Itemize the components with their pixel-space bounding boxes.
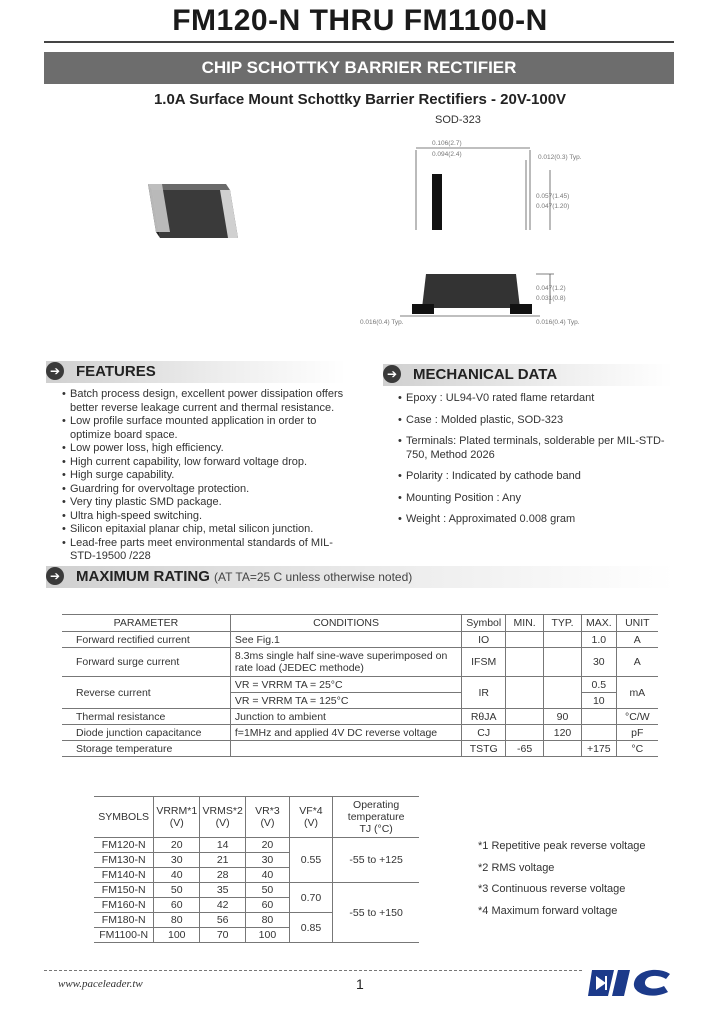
- cell-conditions: See Fig.1: [230, 632, 461, 648]
- header-vr-label: VR*3: [255, 805, 280, 817]
- header-vf-unit: (V): [303, 817, 318, 829]
- cell-vf: 0.55: [289, 838, 333, 883]
- mechanical-title: MECHANICAL DATA: [413, 366, 558, 383]
- cell-vf: 0.85: [289, 913, 333, 943]
- cell-parameter: Diode junction capacitance: [62, 725, 230, 741]
- cell-min: [506, 709, 544, 725]
- mechanical-item: • Weight : Approximated 0.008 gram: [398, 513, 683, 527]
- features-title: FEATURES: [76, 363, 156, 380]
- cell-part: FM140-N: [94, 868, 154, 883]
- cell-max: +175: [581, 741, 616, 757]
- max-rating-title: [46, 566, 674, 588]
- cell-typ: [544, 648, 582, 677]
- cell-conditions: Junction to ambient: [230, 709, 461, 725]
- cell-parameter: Forward rectified current: [62, 632, 230, 648]
- cell-max: 30: [581, 648, 616, 677]
- cell-symbol: IFSM: [462, 648, 506, 677]
- header-vr: [246, 797, 290, 838]
- package-body-side: [422, 274, 520, 308]
- right-terminal: [510, 304, 532, 314]
- arrow-circle-icon: ➔: [46, 567, 64, 585]
- mechanical-list: [398, 392, 683, 535]
- cell-vrrm: 50: [154, 883, 200, 898]
- cell-max: [581, 725, 616, 741]
- feature-item: • Low power loss, high efficiency.: [62, 442, 344, 456]
- header-symbol: Symbol: [462, 615, 506, 632]
- feature-item: • Silicon epitaxial planar chip, metal silicon junction.: [62, 523, 344, 537]
- dim-pad-right: 0.016(0.4) Typ.: [536, 319, 580, 326]
- package-label: SOD-323: [435, 114, 481, 126]
- mechanical-item: • Terminals: Plated terminals, solderable per MIL-STD-750, Method 2026: [398, 435, 683, 462]
- cathode-band: [432, 174, 442, 230]
- header-unit: UNIT: [616, 615, 658, 632]
- max-rating-header: [46, 566, 674, 588]
- cell-typ: 90: [544, 709, 582, 725]
- cell-vrms: 28: [200, 868, 246, 883]
- mechanical-item: • Case : Molded plastic, SOD-323: [398, 414, 683, 428]
- note-4: *4 Maximum forward voltage: [478, 905, 618, 917]
- cell-vr: 100: [246, 928, 290, 943]
- dim-side-height: 0.047(1.2): [536, 285, 566, 292]
- note-3: *3 Continuous reverse voltage: [478, 883, 626, 895]
- cell-symbol: TSTG: [462, 741, 506, 757]
- cell-parameter: Thermal resistance: [62, 709, 230, 725]
- cell-typ: [544, 632, 582, 648]
- cell-conditions: f=1MHz and applied 4V DC reverse voltage: [230, 725, 461, 741]
- cell-vr: 40: [246, 868, 290, 883]
- header-vrms: [200, 797, 246, 838]
- header-vf-label: VF*4: [299, 805, 323, 817]
- header-vrrm: [154, 797, 200, 838]
- cell-vrrm: 100: [154, 928, 200, 943]
- header-parameter: PARAMETER: [62, 615, 230, 632]
- table-row: [62, 725, 658, 741]
- cell-min: [506, 648, 544, 677]
- product-banner: CHIP SCHOTTKY BARRIER RECTIFIER: [44, 52, 674, 84]
- cell-conditions: 8.3ms single half sine-wave superimposed on rate load (JEDEC methode): [230, 648, 461, 677]
- cell-min: [506, 677, 544, 709]
- table-header-row: [94, 797, 419, 838]
- header-vrms-unit: (V): [215, 817, 230, 829]
- cell-symbol: RθJA: [462, 709, 506, 725]
- product-photo: [130, 176, 250, 254]
- feature-item: • Lead-free parts meet environmental standards of MIL-STD-19500 /228: [62, 537, 344, 564]
- header-vf: [289, 797, 333, 838]
- feature-item: • Very tiny plastic SMD package.: [62, 496, 344, 510]
- cell-temp: -55 to +150: [333, 883, 419, 943]
- table-row: [94, 883, 419, 898]
- cell-vr: 60: [246, 898, 290, 913]
- feature-item: • High surge capability.: [62, 469, 344, 483]
- footer-rule: [44, 970, 584, 971]
- cell-part: FM120-N: [94, 838, 154, 853]
- cell-typ: [544, 677, 582, 709]
- product-subtitle: 1.0A Surface Mount Schottky Barrier Rectifiers - 20V-100V: [153, 91, 567, 108]
- cell-conditions: VR = VRRM TA = 25°C: [230, 677, 461, 693]
- dim-body-height-min: 0.047(1.20): [536, 203, 570, 210]
- cell-vrms: 56: [200, 913, 246, 928]
- cell-symbol: CJ: [462, 725, 506, 741]
- note-2: *2 RMS voltage: [478, 862, 555, 874]
- table-row: [62, 648, 658, 677]
- table-row: [62, 741, 658, 757]
- cell-symbol: IR: [462, 677, 506, 709]
- cell-temp: -55 to +125: [333, 838, 419, 883]
- feature-item: • High current capability, low forward voltage drop.: [62, 456, 344, 470]
- header-vr-unit: (V): [260, 817, 275, 829]
- arrow-circle-icon: ➔: [46, 362, 64, 380]
- feature-item: • Ultra high-speed switching.: [62, 510, 344, 524]
- cell-max: 10: [581, 693, 616, 709]
- cell-conditions: [230, 741, 461, 757]
- cell-min: [506, 632, 544, 648]
- cell-parameter: Storage temperature: [62, 741, 230, 757]
- dim-top-width: 0.106(2.7): [432, 140, 462, 147]
- cell-vrrm: 30: [154, 853, 200, 868]
- cell-vrrm: 80: [154, 913, 200, 928]
- pic-logo-mark: [588, 964, 674, 1000]
- cell-vr: 80: [246, 913, 290, 928]
- cell-vrrm: 60: [154, 898, 200, 913]
- mechanical-header: [383, 364, 673, 386]
- cell-vrrm: 20: [154, 838, 200, 853]
- header-temp-unit: TJ (°C): [359, 823, 393, 835]
- cell-unit: °C/W: [616, 709, 658, 725]
- cell-unit: A: [616, 632, 658, 648]
- cell-vrms: 35: [200, 883, 246, 898]
- dim-side-height-min: 0.031(0.8): [536, 295, 566, 302]
- cell-unit: A: [616, 648, 658, 677]
- dim-pad-left: 0.016(0.4) Typ.: [360, 319, 404, 326]
- cell-part: FM150-N: [94, 883, 154, 898]
- header-symbols: SYMBOLS: [94, 797, 154, 838]
- cell-unit: pF: [616, 725, 658, 741]
- logo-text: PiC: [588, 964, 590, 965]
- dim-top-width-min: 0.094(2.4): [432, 151, 462, 158]
- header-typ: TYP.: [544, 615, 582, 632]
- cell-max: [581, 709, 616, 725]
- mechanical-item: • Polarity : Indicated by cathode band: [398, 470, 683, 484]
- table-row: [94, 838, 419, 853]
- cell-vr: 20: [246, 838, 290, 853]
- cell-part: FM180-N: [94, 913, 154, 928]
- cell-conditions: VR = VRRM TA = 125°C: [230, 693, 461, 709]
- cell-parameter: Reverse current: [62, 677, 230, 709]
- table-row: [62, 632, 658, 648]
- cell-vrms: 21: [200, 853, 246, 868]
- header-temp: [333, 797, 419, 838]
- mechanical-item: • Mounting Position : Any: [398, 492, 683, 506]
- cell-max: 1.0: [581, 632, 616, 648]
- cell-max: 0.5: [581, 677, 616, 693]
- symbols-table: [94, 796, 419, 943]
- cell-vrms: 14: [200, 838, 246, 853]
- cell-vr: 50: [246, 883, 290, 898]
- features-list: [62, 388, 344, 564]
- dim-lead-width: 0.012(0.3) Typ.: [538, 154, 582, 161]
- header-conditions: CONDITIONS: [230, 615, 461, 632]
- header-temp-label: Operating temperature: [347, 799, 405, 823]
- max-rating-label: MAXIMUM RATING: [76, 568, 210, 585]
- document-title: FM120-N THRU FM1100-N: [172, 4, 548, 37]
- cell-vrms: 42: [200, 898, 246, 913]
- header-vrrm-unit: (V): [169, 817, 184, 829]
- cell-part: FM160-N: [94, 898, 154, 913]
- cell-part: FM130-N: [94, 853, 154, 868]
- feature-item: • Low profile surface mounted application in order to optimize board space.: [62, 415, 344, 442]
- cell-vr: 30: [246, 853, 290, 868]
- cell-unit: °C: [616, 741, 658, 757]
- cell-symbol: IO: [462, 632, 506, 648]
- page-number: 1: [356, 976, 364, 992]
- company-logo: [588, 964, 674, 1000]
- cell-vf: 0.70: [289, 883, 333, 913]
- left-terminal: [412, 304, 434, 314]
- arrow-circle-icon: ➔: [383, 365, 401, 383]
- cell-min: -65: [506, 741, 544, 757]
- table-row: [62, 709, 658, 725]
- header-max: MAX.: [581, 615, 616, 632]
- header-min: MIN.: [506, 615, 544, 632]
- cell-min: [506, 725, 544, 741]
- cell-typ: [544, 741, 582, 757]
- title-rule: [44, 41, 674, 43]
- cell-vrms: 70: [200, 928, 246, 943]
- note-1: *1 Repetitive peak reverse voltage: [478, 840, 646, 852]
- dim-body-height: 0.057(1.45): [536, 193, 570, 200]
- mechanical-item: • Epoxy : UL94-V0 rated flame retardant: [398, 392, 683, 406]
- max-rating-table: [62, 614, 658, 757]
- header-vrms-label: VRMS*2: [202, 805, 243, 817]
- cell-unit: mA: [616, 677, 658, 709]
- feature-item: • Batch process design, excellent power dissipation offers better reverse leakage current and thermal resistance.: [62, 388, 344, 415]
- cell-typ: 120: [544, 725, 582, 741]
- header-vrrm-label: VRRM*1: [156, 805, 198, 817]
- package-drawing: [340, 130, 700, 342]
- max-rating-note: (AT TA=25 C unless otherwise noted): [214, 570, 413, 584]
- table-header-row: [62, 615, 658, 632]
- cell-parameter: Forward surge current: [62, 648, 230, 677]
- cell-part: FM1100-N: [94, 928, 154, 943]
- website-link[interactable]: www.paceleader.tw: [58, 978, 143, 990]
- table-row: [62, 677, 658, 693]
- features-header: [46, 361, 346, 383]
- feature-item: • Guardring for overvoltage protection.: [62, 483, 344, 497]
- cell-vrrm: 40: [154, 868, 200, 883]
